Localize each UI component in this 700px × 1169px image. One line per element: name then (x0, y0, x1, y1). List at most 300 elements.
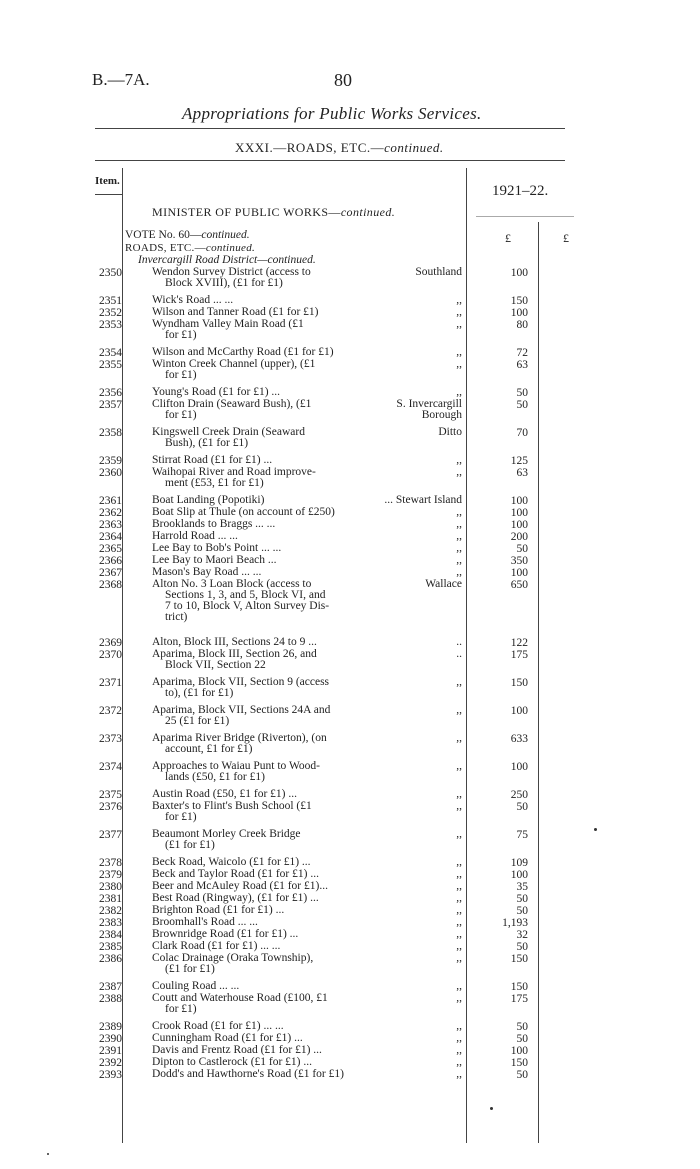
item-description (152, 1033, 387, 1044)
amount-cell: 200 (510, 531, 528, 543)
district-cell (372, 637, 462, 648)
item-number: 2370 (99, 649, 122, 661)
item-number: 2351 (99, 295, 122, 307)
description-line: Brooklands to Braggs ... ... (152, 518, 276, 530)
district-cell (372, 579, 462, 590)
item-description (152, 929, 387, 940)
item-number: 2360 (99, 467, 122, 479)
district-cell (372, 455, 462, 466)
district-name: ,, (456, 732, 462, 744)
description-line: Beaumont Morley Creek Bridge (152, 828, 301, 840)
pound-symbol-amount: £ (505, 231, 511, 245)
speck-mark (47, 1153, 49, 1155)
district-cell (372, 295, 462, 306)
amount-cell: 150 (510, 981, 528, 993)
amount-cell: 63 (516, 467, 528, 479)
district-name: ,, (456, 466, 462, 478)
item-header-underline (95, 194, 122, 195)
item-number: 2361 (99, 495, 122, 507)
amount-cell: 150 (510, 1057, 528, 1069)
amount-cell: 350 (510, 555, 528, 567)
district-name: ,, (456, 386, 462, 398)
item-number: 2374 (99, 761, 122, 773)
district-name: ,, (456, 940, 462, 952)
item-number: 2357 (99, 399, 122, 411)
description-line: Colac Drainage (Oraka Township), (152, 952, 314, 964)
column-divider-item (122, 168, 123, 1143)
description-line: Alton, Block III, Sections 24 to 9 ... (152, 636, 317, 648)
description-line: Broomhall's Road ... ... (152, 916, 258, 928)
item-description (152, 893, 387, 904)
description-line: 7 to 10, Block V, Alton Survey Dis- (165, 600, 330, 612)
description-line: Block XVIII), (£1 for £1) (165, 277, 283, 289)
description-line: to), (£1 for £1) (165, 687, 234, 699)
item-description (152, 789, 387, 800)
description-line: for £1) (165, 329, 197, 341)
description-line: Crook Road (£1 for £1) ... ... (152, 1020, 284, 1032)
district-cell (372, 399, 462, 421)
item-column-header: Item. (95, 175, 120, 187)
item-description (152, 857, 387, 868)
amount-cell: 50 (516, 905, 528, 917)
district-cell (372, 1033, 462, 1044)
item-number: 2356 (99, 387, 122, 399)
description-line: lands (£50, £1 for £1) (165, 771, 265, 783)
description-line: Wendon Survey District (access to (152, 266, 311, 278)
item-number: 2388 (99, 993, 122, 1005)
description-line: Beer and McAuley Road (£1 for £1)... (152, 880, 328, 892)
district-cell (372, 495, 462, 506)
district-cell (372, 801, 462, 812)
district-cell (372, 677, 462, 688)
district-cell (372, 307, 462, 318)
district-name: ,, (456, 554, 462, 566)
district-name: ,, (456, 800, 462, 812)
amount-cell: 32 (516, 929, 528, 941)
minister-heading (152, 205, 395, 220)
amount-cell: 35 (516, 881, 528, 893)
district-cell (372, 953, 462, 964)
description-line: Dodd's and Hawthorne's Road (£1 for £1) (152, 1068, 344, 1080)
amount-cell: 80 (516, 319, 528, 331)
district-name: ,, (456, 1068, 462, 1080)
description-line: for £1) (165, 409, 197, 421)
district-cell (372, 1045, 462, 1056)
item-number: 2387 (99, 981, 122, 993)
item-description (152, 347, 387, 358)
amount-cell: 50 (516, 1069, 528, 1081)
amount-cell: 50 (516, 1033, 528, 1045)
description-line: Aparima, Block III, Section 26, and (152, 648, 317, 660)
district-cell (372, 857, 462, 868)
description-line: account, £1 for £1) (165, 743, 253, 755)
district-name: Southland (415, 266, 462, 278)
item-number: 2389 (99, 1021, 122, 1033)
item-description (152, 905, 387, 916)
district-heading: Invercargill Road District—continued. (138, 254, 316, 266)
item-number: 2377 (99, 829, 122, 841)
amount-cell: 250 (510, 789, 528, 801)
item-description (152, 267, 387, 289)
description-line: Block VII, Section 22 (165, 659, 266, 671)
amount-cell: 633 (510, 733, 528, 745)
item-description (152, 399, 387, 421)
district-cell (372, 543, 462, 554)
amount-cell: 72 (516, 347, 528, 359)
description-line: Alton No. 3 Loan Block (access to (152, 578, 312, 590)
item-description (152, 1069, 387, 1080)
section-title-cont: continued. (384, 140, 444, 155)
amount-cell: 100 (510, 267, 528, 279)
description-line: Harrold Road ... ... (152, 530, 238, 542)
item-description (152, 519, 387, 530)
description-line: Wilson and Tanner Road (£1 for £1) (152, 306, 319, 318)
district-name: ,, (456, 518, 462, 530)
item-number: 2380 (99, 881, 122, 893)
district-name: ,, (456, 566, 462, 578)
district-name: ,, (456, 542, 462, 554)
speck-mark (594, 828, 597, 831)
district-name: ,, (456, 294, 462, 306)
item-number: 2384 (99, 929, 122, 941)
district-cell (372, 917, 462, 928)
vote-heading-cont: continued. (201, 229, 250, 241)
item-description (152, 649, 387, 671)
district-name: Ditto (438, 426, 462, 438)
district-name: ,, (456, 980, 462, 992)
amount-cell: 125 (510, 455, 528, 467)
description-line: Coutt and Waterhouse Road (£100, £1 (152, 992, 328, 1004)
district-cell (372, 519, 462, 530)
item-description (152, 1045, 387, 1056)
minister-heading-cont: continued. (340, 205, 396, 219)
item-description (152, 319, 387, 341)
roads-heading-cont: continued. (205, 242, 256, 254)
item-number: 2359 (99, 455, 122, 467)
amount-cell: 150 (510, 953, 528, 965)
item-description (152, 567, 387, 578)
item-description (152, 953, 387, 975)
description-line: Couling Road ... ... (152, 980, 240, 992)
description-line: Clark Road (£1 for £1) ... ... (152, 940, 281, 952)
district-cell (372, 1057, 462, 1068)
item-number: 2386 (99, 953, 122, 965)
district-cell (372, 761, 462, 772)
district-cell (372, 359, 462, 370)
item-description (152, 359, 387, 381)
roads-heading (125, 242, 255, 254)
item-description (152, 579, 387, 623)
description-line: 25 (£1 for £1) (165, 715, 230, 727)
description-line: Dipton to Castlerock (£1 for £1) ... (152, 1056, 313, 1068)
vote-heading (125, 229, 250, 241)
district-cell (372, 705, 462, 716)
district-cell (372, 427, 462, 438)
description-line: for £1) (165, 369, 197, 381)
item-number: 2366 (99, 555, 122, 567)
district-cell (372, 649, 462, 660)
item-number: 2392 (99, 1057, 122, 1069)
description-line: Kingswell Creek Drain (Seaward (152, 426, 305, 438)
item-number: 2352 (99, 307, 122, 319)
item-description (152, 295, 387, 306)
item-number: 2363 (99, 519, 122, 531)
description-line: Cunningham Road (£1 for £1) ... (152, 1032, 303, 1044)
item-description (152, 531, 387, 542)
district-cell (372, 387, 462, 398)
district-cell (372, 929, 462, 940)
item-number: 2383 (99, 917, 122, 929)
amount-cell: 109 (510, 857, 528, 869)
amount-cell: 63 (516, 359, 528, 371)
item-description (152, 387, 387, 398)
district-name: ,, (456, 346, 462, 358)
pound-symbol-total: £ (563, 231, 569, 245)
item-description (152, 427, 387, 449)
roads-heading-text: ROADS, ETC.— (125, 242, 206, 254)
amount-cell: 100 (510, 307, 528, 319)
item-description (152, 555, 387, 566)
item-description (152, 705, 387, 727)
item-description (152, 1057, 387, 1068)
item-number: 2393 (99, 1069, 122, 1081)
district-name: ,, (456, 760, 462, 772)
amount-cell: 70 (516, 427, 528, 439)
description-line: for £1) (165, 811, 197, 823)
description-line: Wyndham Valley Main Road (£1 (152, 318, 304, 330)
district-cell (372, 507, 462, 518)
amount-cell: 150 (510, 295, 528, 307)
description-line: Aparima, Block VII, Sections 24A and (152, 704, 331, 716)
district-cell (372, 733, 462, 744)
item-number: 2358 (99, 427, 122, 439)
item-description (152, 941, 387, 952)
district-cell (372, 555, 462, 566)
district-cell (372, 467, 462, 478)
district-name: ,, (456, 892, 462, 904)
district-name: ,, (456, 1020, 462, 1032)
amount-cell: 100 (510, 567, 528, 579)
district-name: ,, (456, 318, 462, 330)
amount-cell: 100 (510, 495, 528, 507)
amount-cell: 175 (510, 649, 528, 661)
description-line: Best Road (Ringway), (£1 for £1) ... (152, 892, 319, 904)
item-number: 2355 (99, 359, 122, 371)
item-description (152, 455, 387, 466)
description-line: Aparima River Bridge (Riverton), (on (152, 732, 327, 744)
district-cell (372, 267, 462, 278)
item-description (152, 761, 387, 783)
description-line: Clifton Drain (Seaward Bush), (£1 (152, 398, 312, 410)
item-number: 2368 (99, 579, 122, 591)
description-line: Beck and Taylor Road (£1 for £1) ... (152, 868, 319, 880)
description-line: Winton Creek Channel (upper), (£1 (152, 358, 316, 370)
district-name: ,, (456, 454, 462, 466)
amount-cell: 50 (516, 1021, 528, 1033)
district-name: ,, (456, 992, 462, 1004)
item-number: 2365 (99, 543, 122, 555)
item-number: 2364 (99, 531, 122, 543)
item-description (152, 1021, 387, 1032)
district-cell (372, 905, 462, 916)
description-line: Beck Road, Waicolo (£1 for £1) ... (152, 856, 311, 868)
district-name: ,, (456, 788, 462, 800)
item-description (152, 495, 387, 506)
item-number: 2354 (99, 347, 122, 359)
district-name: ,, (456, 358, 462, 370)
item-description (152, 801, 387, 823)
section-rule (95, 160, 565, 161)
district-cell (372, 981, 462, 992)
item-description (152, 993, 387, 1015)
district-name: ,, (456, 952, 462, 964)
amount-cell: 50 (516, 893, 528, 905)
description-line: Brownridge Road (£1 for £1) ... (152, 928, 299, 940)
description-line: Approaches to Waiau Punt to Wood- (152, 760, 320, 772)
document-code: B.—7A. (92, 70, 150, 89)
item-description (152, 677, 387, 699)
amount-cell: 100 (510, 507, 528, 519)
amount-cell: 100 (510, 705, 528, 717)
district-name: ,, (456, 530, 462, 542)
amount-cell: 175 (510, 993, 528, 1005)
district-cell (372, 531, 462, 542)
district-name: ,, (456, 704, 462, 716)
item-description (152, 733, 387, 755)
year-header-rule (476, 216, 574, 217)
amount-cell: 122 (510, 637, 528, 649)
district-name: .. (456, 636, 462, 648)
description-line: for £1) (165, 1003, 197, 1015)
district-name: ,, (456, 868, 462, 880)
vote-heading-text: VOTE No. 60— (125, 229, 202, 241)
district-name: ... Stewart Island (384, 494, 462, 506)
amount-cell: 1,193 (502, 917, 528, 929)
item-number: 2350 (99, 267, 122, 279)
amount-cell: 100 (510, 519, 528, 531)
district-name: ,, (456, 928, 462, 940)
item-number: 2375 (99, 789, 122, 801)
district-name: ,, (456, 904, 462, 916)
amount-cell: 150 (510, 677, 528, 689)
district-name: ,, (456, 880, 462, 892)
description-line: (£1 for £1) (165, 839, 215, 851)
item-number: 2391 (99, 1045, 122, 1057)
amount-cell: 50 (516, 941, 528, 953)
description-line: Lee Bay to Maori Beach ... (152, 554, 277, 566)
description-line: Austin Road (£50, £1 for £1) ... (152, 788, 298, 800)
district-name: ,, (456, 506, 462, 518)
description-line: Baxter's to Flint's Bush School (£1 (152, 800, 312, 812)
section-title-text: XXXI.—ROADS, ETC.— (235, 140, 385, 155)
speck-mark (490, 1107, 493, 1110)
description-line: Wilson and McCarthy Road (£1 for £1) (152, 346, 334, 358)
item-number: 2381 (99, 893, 122, 905)
district-name: ,, (456, 1032, 462, 1044)
district-cell (372, 941, 462, 952)
district-name: ,, (456, 1056, 462, 1068)
description-line: Boat Landing (Popotiki) (152, 494, 265, 506)
description-line: (£1 for £1) (165, 963, 215, 975)
district-cell (372, 829, 462, 840)
description-line: Stirrat Road (£1 for £1) ... (152, 454, 273, 466)
year-column-header: 1921–22. (492, 183, 549, 199)
district-cell (372, 1021, 462, 1032)
item-description (152, 881, 387, 892)
item-number: 2373 (99, 733, 122, 745)
description-line: Wick's Road ... ... (152, 294, 234, 306)
amount-cell: 50 (516, 801, 528, 813)
district-name: ,, (456, 1044, 462, 1056)
district-cell (372, 869, 462, 880)
description-line: Sections 1, 3, and 5, Block VI, and (165, 589, 326, 601)
amount-cell: 50 (516, 543, 528, 555)
description-line: ment (£53, £1 for £1) (165, 477, 264, 489)
amount-cell: 75 (516, 829, 528, 841)
description-line: Lee Bay to Bob's Point ... ... (152, 542, 282, 554)
description-line: Boat Slip at Thule (on account of £250) (152, 506, 335, 518)
description-line: Mason's Bay Road ... ... (152, 566, 262, 578)
description-line: Young's Road (£1 for £1) ... (152, 386, 281, 398)
item-number: 2372 (99, 705, 122, 717)
district-cell (372, 893, 462, 904)
amount-cell: 650 (510, 579, 528, 591)
district-cell (372, 881, 462, 892)
amount-cell: 50 (516, 399, 528, 411)
amount-cell: 100 (510, 761, 528, 773)
item-description (152, 467, 387, 489)
page-title: Appropriations for Public Works Services. (182, 104, 482, 123)
description-line: Bush), (£1 for £1) (165, 437, 249, 449)
district-name: ,, (456, 676, 462, 688)
item-description (152, 637, 387, 648)
item-number: 2385 (99, 941, 122, 953)
district-cell (372, 347, 462, 358)
section-title (235, 140, 444, 156)
item-number: 2362 (99, 507, 122, 519)
district-cell (372, 319, 462, 330)
item-description (152, 543, 387, 554)
column-divider-amount (538, 222, 539, 1143)
amount-cell: 100 (510, 869, 528, 881)
column-divider-district (466, 168, 467, 1143)
item-description (152, 307, 387, 318)
item-number: 2367 (99, 567, 122, 579)
district-name-cont: Borough (421, 409, 462, 421)
item-number: 2379 (99, 869, 122, 881)
item-description (152, 829, 387, 851)
district-cell (372, 789, 462, 800)
item-number: 2378 (99, 857, 122, 869)
item-number: 2353 (99, 319, 122, 331)
district-name: .. (456, 648, 462, 660)
item-description (152, 869, 387, 880)
item-number: 2369 (99, 637, 122, 649)
description-line: Davis and Frentz Road (£1 for £1) ... (152, 1044, 322, 1056)
district-cell (372, 993, 462, 1004)
page-number: 80 (334, 70, 352, 90)
district-cell (372, 1069, 462, 1080)
district-name: ,, (456, 916, 462, 928)
description-line: Brighton Road (£1 for £1) ... (152, 904, 285, 916)
item-description (152, 981, 387, 992)
header-rule (95, 128, 565, 129)
district-name: ,, (456, 856, 462, 868)
district-cell (372, 567, 462, 578)
description-line: trict) (165, 611, 188, 623)
description-line: Aparima, Block VII, Section 9 (access (152, 676, 330, 688)
amount-cell: 100 (510, 1045, 528, 1057)
